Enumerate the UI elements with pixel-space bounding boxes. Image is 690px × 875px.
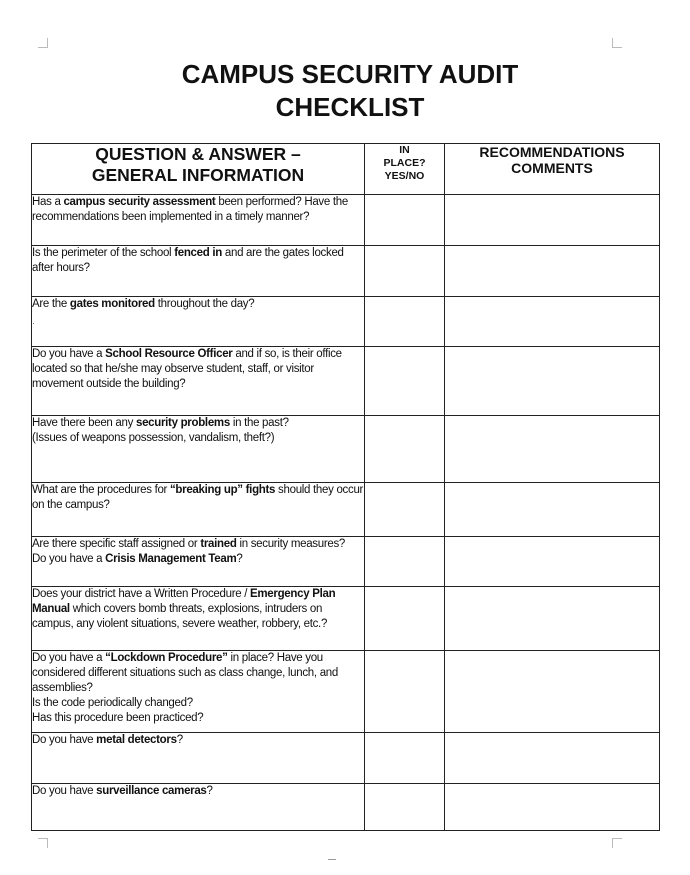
header-row [32, 144, 660, 195]
question-text: in place? Have you considered different situations such as class change, lunch, and assemblies? [32, 652, 338, 694]
question-text: been performed? Have the recommendations been implemented in a timely manner? [32, 196, 348, 223]
recommendations-cell[interactable] [445, 784, 660, 831]
table-row [32, 483, 660, 537]
question-text: ? [176, 734, 183, 746]
question-cell [32, 416, 365, 483]
table-row [32, 784, 660, 831]
title-line-1: CAMPUS SECURITY AUDIT [181, 59, 519, 89]
question-text: Do you have [32, 734, 97, 746]
table-row [32, 651, 660, 733]
crop-mark-top-right [612, 38, 622, 48]
question-keyword: trained [200, 538, 237, 550]
table-row [32, 587, 660, 651]
question-keyword: fenced in [174, 247, 222, 259]
question-keyword: security problems [135, 417, 230, 429]
in-place-answer-cell[interactable] [365, 416, 445, 483]
question-cell [32, 784, 365, 831]
recommendations-cell[interactable] [445, 416, 660, 483]
question-cell [32, 195, 365, 246]
header-recommendations-line-1: RECOMMENDATIONS [479, 144, 625, 160]
page-footer-mark [328, 859, 336, 860]
in-place-answer-cell[interactable] [365, 784, 445, 831]
crop-mark-top-left [38, 38, 48, 48]
table-row [32, 297, 660, 347]
question-keyword: surveillance cameras [96, 785, 207, 797]
question-keyword: Crisis Management Team [105, 553, 237, 565]
page-title [150, 58, 550, 124]
question-text: and are the gates locked after hours? [32, 247, 344, 274]
question-text: Does your district have a Written Procedure / [32, 588, 251, 600]
question-cell [32, 733, 365, 784]
in-place-answer-cell[interactable] [365, 297, 445, 347]
header-in-place-line-2: PLACE? [383, 157, 426, 169]
header-question [32, 144, 365, 195]
question-text: which covers bomb threats, explosions, intruders on campus, any violent situations, severe weather, robbery, etc.? [32, 603, 328, 630]
question-keyword: “Lockdown Procedure” [105, 652, 228, 664]
table-row [32, 195, 660, 246]
question-text: Has a [32, 196, 64, 208]
question-cell [32, 537, 365, 587]
question-keyword: Emergency Plan Manual [32, 588, 336, 615]
header-in-place-line-3: YES/NO [384, 170, 425, 182]
recommendations-cell[interactable] [445, 347, 660, 416]
question-text: throughout the day? [154, 298, 255, 310]
header-question-line-1: QUESTION & ANSWER – [95, 144, 301, 164]
recommendations-cell[interactable] [445, 297, 660, 347]
in-place-answer-cell[interactable] [365, 246, 445, 297]
question-cell [32, 483, 365, 537]
question-cell [32, 587, 365, 651]
table-row [32, 537, 660, 587]
question-keyword: “breaking up” fights [169, 484, 276, 496]
table-row [32, 347, 660, 416]
question-keyword: metal detectors [96, 734, 177, 746]
in-place-answer-cell[interactable] [365, 651, 445, 733]
question-text: What are the procedures for [32, 484, 170, 496]
question-text: ? [206, 785, 213, 797]
question-text: (Issues of weapons possession, vandalism, theft?) [32, 432, 275, 444]
crop-mark-bottom-right [612, 838, 622, 848]
question-text: Is the perimeter of the school [32, 247, 175, 259]
in-place-answer-cell[interactable] [365, 347, 445, 416]
header-recommendations-line-2: COMMENTS [511, 160, 593, 176]
question-text: Are the [32, 298, 70, 310]
question-keyword: gates monitored [69, 298, 155, 310]
table-row [32, 733, 660, 784]
stray-mark: · [32, 318, 35, 328]
in-place-answer-cell[interactable] [365, 587, 445, 651]
question-text: Do you have a [32, 348, 106, 360]
recommendations-cell[interactable] [445, 483, 660, 537]
question-keyword: campus security assessment [63, 196, 216, 208]
recommendations-cell[interactable] [445, 195, 660, 246]
checklist-table [31, 143, 660, 831]
table-row [32, 246, 660, 297]
question-text: Do you have [32, 785, 97, 797]
question-text: Do you have a [32, 553, 106, 565]
crop-mark-bottom-left [38, 838, 48, 848]
question-text: Has this procedure been practiced? [32, 712, 204, 724]
question-text: Do you have a [32, 652, 106, 664]
recommendations-cell[interactable] [445, 651, 660, 733]
question-text: ? [236, 553, 243, 565]
recommendations-cell[interactable] [445, 587, 660, 651]
in-place-answer-cell[interactable] [365, 483, 445, 537]
question-text: Have there been any [32, 417, 136, 429]
header-in-place-line-1: IN [399, 144, 410, 156]
table-row [32, 416, 660, 483]
question-cell [32, 347, 365, 416]
header-question-line-2: GENERAL INFORMATION [91, 165, 305, 185]
question-text: in security measures? [236, 538, 346, 550]
recommendations-cell[interactable] [445, 733, 660, 784]
in-place-answer-cell[interactable] [365, 537, 445, 587]
question-cell [32, 651, 365, 733]
header-in-place [365, 144, 445, 195]
question-text: should they occur on the campus? [32, 484, 364, 511]
in-place-answer-cell[interactable] [365, 195, 445, 246]
question-text: Are there specific staff assigned or [32, 538, 201, 550]
question-text: and if so, is their office located so that he/she may observe student, staff, or visitor movement outside the building? [32, 348, 342, 390]
question-text: in the past? [229, 417, 289, 429]
question-text: Is the code periodically changed? [32, 697, 193, 709]
question-keyword: School Resource Officer [105, 348, 233, 360]
recommendations-cell[interactable] [445, 246, 660, 297]
title-line-2: CHECKLIST [275, 92, 425, 122]
question-cell [32, 297, 365, 347]
in-place-answer-cell[interactable] [365, 733, 445, 784]
header-recommendations [445, 144, 660, 195]
recommendations-cell[interactable] [445, 537, 660, 587]
question-cell [32, 246, 365, 297]
